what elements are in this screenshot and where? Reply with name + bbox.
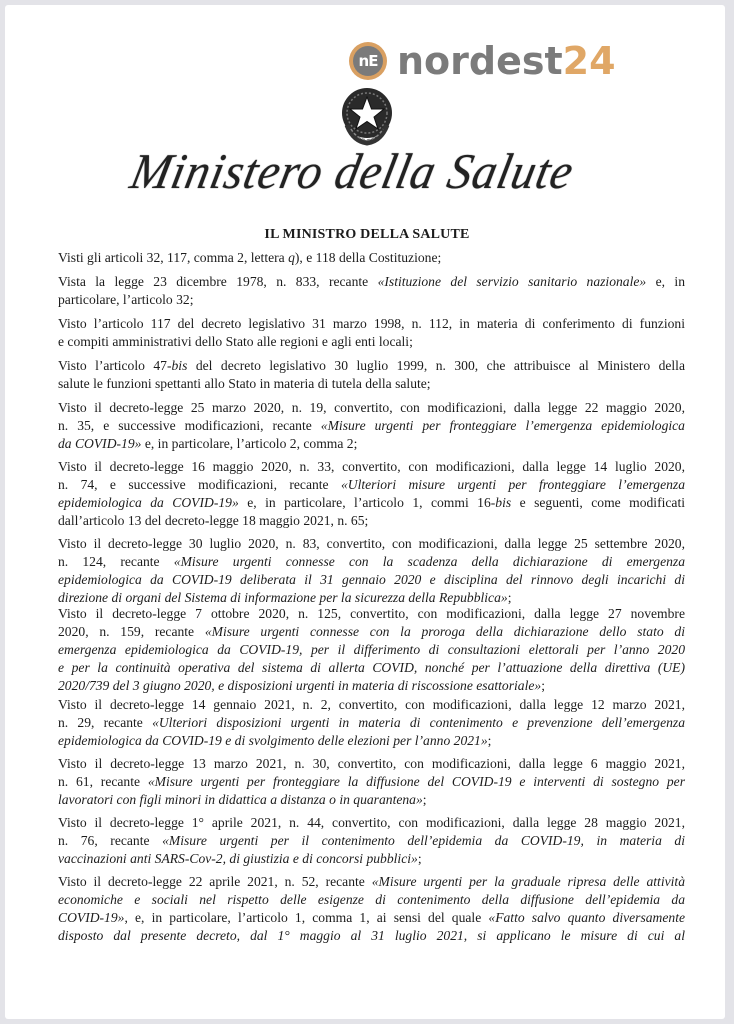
text-run: n. 74, e successive modificazioni, recante [58, 477, 341, 492]
paragraph-9-line [58, 697, 685, 713]
nordest24-watermark [349, 40, 616, 82]
paragraph-12-line [58, 874, 685, 890]
text-run: e compiti amministrativi dello Stato alle regioni e agli enti locali; [58, 334, 413, 349]
text-run: Visto l’articolo 47- [58, 358, 172, 373]
italic-citation: «Misure urgenti per il contenimento dell’epidemia da COVID-19, in materia di [162, 833, 685, 848]
italic-citation: «Misure urgenti per la graduale ripresa delle attività [371, 874, 685, 889]
text-run: e, in particolare, l’articolo 2, comma 2; [141, 436, 358, 451]
paragraph-5-line [58, 418, 685, 434]
paragraph-11-line [58, 833, 685, 849]
text-run: ; [507, 590, 512, 605]
paragraph-7-line [58, 554, 685, 570]
italic-citation: bis [495, 495, 512, 510]
text-run: Visto il decreto-legge 7 ottobre 2020, n. 125, convertito, con modificazioni, dalla legge 27 novembre [58, 606, 685, 621]
text-run: , e, in particolare, l’articolo 1, comma 1, ai sensi del quale [124, 910, 489, 925]
italic-citation: da COVID-19» [58, 436, 142, 451]
italic-citation: «Ulteriori misure urgenti per fronteggiare l’emergenza [340, 477, 685, 492]
paragraph-12-line [58, 910, 685, 926]
watermark-name: nordest [397, 39, 563, 83]
text-run: e, in [646, 274, 685, 289]
paragraph-4-line [58, 376, 685, 392]
text-run: ), e 118 della Costituzione; [294, 250, 442, 265]
paragraph-6-line [58, 513, 685, 529]
paragraph-3-line [58, 334, 685, 350]
paragraph-2-line [58, 274, 685, 290]
text-run: n. 35, e successive modificazioni, recante [58, 418, 321, 433]
paragraph-6-line [58, 495, 685, 511]
watermark-text [397, 40, 616, 82]
paragraph-8-line [58, 660, 685, 676]
italian-republic-emblem-icon [339, 85, 395, 147]
paragraph-10-line [58, 756, 685, 772]
paragraph-11-line [58, 851, 685, 867]
paragraph-9-line [58, 715, 685, 731]
paragraph-10-line [58, 792, 685, 808]
paragraph-3-line [58, 316, 685, 332]
paragraph-8-line [58, 624, 685, 640]
text-run: 2020, n. 159, recante [58, 624, 205, 639]
paragraph-10-line [58, 774, 685, 790]
text-run: del decreto legislativo 30 luglio 1999, n. 300, che attribuisce al Ministero della [187, 358, 685, 373]
paragraph-2-line [58, 292, 685, 308]
italic-citation: «Istituzione del servizio sanitario nazionale» [377, 274, 647, 289]
document-heading: IL MINISTRO DELLA SALUTE [264, 227, 470, 242]
watermark-number: 24 [562, 39, 616, 83]
paragraph-7-line [58, 536, 685, 552]
paragraph-5-line [58, 436, 685, 452]
logo-badge-text: nE [353, 46, 383, 76]
paragraph-8-line [58, 606, 685, 622]
text-run: Visto il decreto-legge 16 maggio 2020, n. 33, convertito, con modificazioni, dalla legge 14 luglio 2020, [58, 459, 685, 474]
italic-citation: emergenza epidemiologica da COVID-19, per il differimento di consultazioni elettorali per l’anno 2020 [58, 642, 685, 657]
ministry-letterhead: Ministero della Salute [125, 143, 580, 199]
text-run: ; [541, 678, 545, 693]
text-run: ; [417, 851, 422, 866]
italic-citation: «Fatto salvo quanto diversamente [488, 910, 686, 925]
italic-citation: q [288, 250, 295, 265]
italic-citation: «Misure urgenti per fronteggiare l’emergenza epidemiologica [320, 418, 685, 433]
paragraph-6-line [58, 477, 685, 493]
text-run: n. 76, recante [58, 833, 163, 848]
paragraph-12-line [58, 928, 685, 944]
italic-citation: epidemiologica da COVID-19 e di svolgimento delle elezioni per l’anno 2021» [58, 733, 488, 748]
text-run: dall’articolo 13 del decreto-legge 18 maggio 2021, n. 65; [58, 513, 369, 528]
nordest24-logo-icon [349, 42, 387, 80]
text-run: Visto il decreto-legge 13 marzo 2021, n. 30, convertito, con modificazioni, dalla legge 6 maggio 2021, [58, 756, 685, 771]
italic-citation: economiche e sociali nel rispetto delle esigenze di contenimento della diffusione dell’epidemia da [58, 892, 685, 907]
text-run: Visto il decreto-legge 14 gennaio 2021, n. 2, convertito, con modificazioni, dalla legge 12 marzo 2021, [58, 697, 685, 712]
text-run: Visto il decreto-legge 1° aprile 2021, n. 44, convertito, con modificazioni, dalla legge 28 maggio 2021, [58, 815, 685, 830]
text-run: ; [422, 792, 427, 807]
text-run: e seguenti, come modificati [511, 495, 685, 510]
italic-citation: disposto dal presente decreto, dal 1° maggio al 31 luglio 2021, si applicano le misure di cui al [58, 928, 685, 943]
paragraph-7-line [58, 572, 685, 588]
italic-citation: «Misure urgenti per fronteggiare la diffusione del COVID-19 e interventi di sostegno per [147, 774, 685, 789]
italic-citation: COVID-19» [58, 910, 125, 925]
paragraph-12-line [58, 892, 685, 908]
paragraph-5-line [58, 400, 685, 416]
text-run: e, in particolare, l’articolo 1, commi 16- [238, 495, 496, 510]
italic-citation: direzione di organi del Sistema di informazione per la sicurezza della Repubblica» [58, 590, 508, 605]
text-run: n. 124, recante [58, 554, 174, 569]
text-run: Visto l’articolo 117 del decreto legislativo 31 marzo 1998, n. 112, in materia di conferimento di funzioni [58, 316, 685, 331]
paragraph-8-line [58, 642, 685, 658]
italic-citation: e per la continuità operativa del sistema di allerta COVID, nonché per l’attuazione della direttiva (UE) [58, 660, 685, 675]
italic-citation: lavoratori con figli minori in didattica a distanza o in quarantena» [58, 792, 423, 807]
paragraph-9-line [58, 733, 685, 749]
paragraph-11-line [58, 815, 685, 831]
italic-citation: «Misure urgenti connesse con la proroga della dichiarazione dello stato di [204, 624, 685, 639]
text-run: Visto il decreto-legge 25 marzo 2020, n. 19, convertito, con modificazioni, dalla legge 22 maggio 2020, [58, 400, 685, 415]
text-run: Visto il decreto-legge 22 aprile 2021, n. 52, recante [58, 874, 372, 889]
text-run: particolare, l’articolo 32; [58, 292, 194, 307]
text-run: salute le funzioni spettanti allo Stato in materia di tutela della salute; [58, 376, 431, 391]
paragraph-7-line [58, 590, 685, 606]
italic-citation: «Ulteriori disposizioni urgenti in materia di contenimento e prevenzione dell’emergenza [152, 715, 685, 730]
paragraph-6-line [58, 459, 685, 475]
italic-citation: «Misure urgenti connesse con la scadenza della dichiarazione di emergenza [173, 554, 685, 569]
text-run: n. 61, recante [58, 774, 148, 789]
italic-citation: epidemiologica da COVID-19» [58, 495, 239, 510]
italic-citation: 2020/739 del 3 giugno 2020, e disposizioni urgenti in materia di riscossione esattoriale» [58, 678, 542, 693]
paragraph-8-line [58, 678, 685, 694]
text-run: n. 29, recante [58, 715, 153, 730]
text-run: ; [487, 733, 492, 748]
text-run: Vista la legge 23 dicembre 1978, n. 833, recante [58, 274, 378, 289]
text-run: Visti gli articoli 32, 117, comma 2, lettera [58, 250, 289, 265]
italic-citation: vaccinazioni anti SARS-Cov-2, di giustizia e di concorsi pubblici» [58, 851, 418, 866]
paragraph-1-line [58, 250, 685, 266]
text-run: Visto il decreto-legge 30 luglio 2020, n. 83, convertito, con modificazioni, dalla legge 25 settembre 2020, [58, 536, 685, 551]
italic-citation: epidemiologica da COVID-19 deliberata il 31 gennaio 2020 e disciplina del rinnovo degli incarichi di [58, 572, 685, 587]
italic-citation: bis [171, 358, 188, 373]
paragraph-4-line [58, 358, 685, 374]
